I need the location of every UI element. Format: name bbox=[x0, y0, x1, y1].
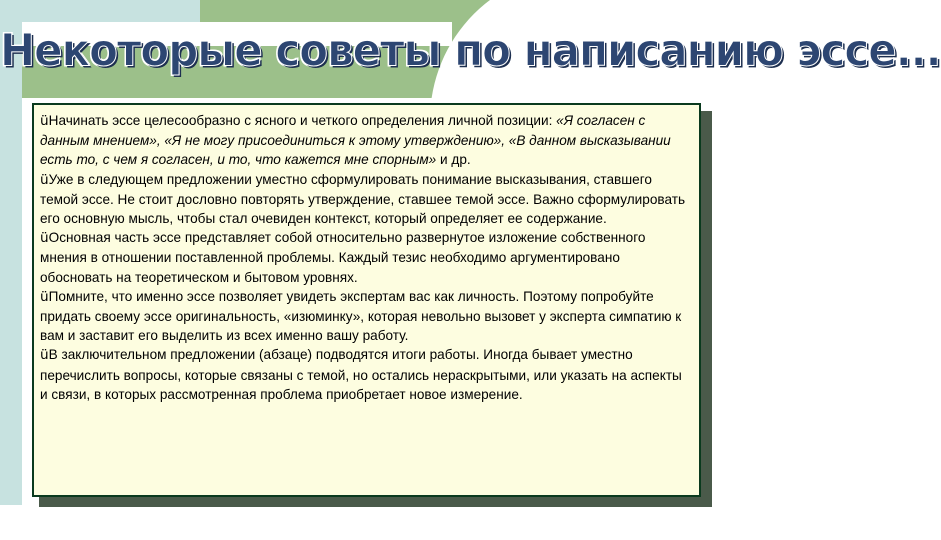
slide-title: Некоторые советы по написанию эссе... bbox=[0, 24, 941, 76]
paragraph-3-text: Основная часть эссе представляет собой относительно развернутое изложение собственного мнения в отношении поставленной проблемы. Каждый тезис необходимо аргументировано обосновать на теоретическом и бытовом уровнях. bbox=[40, 230, 646, 285]
paragraph-5 bbox=[40, 345, 693, 404]
paragraph-4 bbox=[40, 287, 693, 346]
check-mark-icon: ü bbox=[40, 230, 49, 247]
paragraph-1-lead: Начинать эссе целесообразно с ясного и четкого определения личной позиции: bbox=[48, 113, 557, 128]
paragraph-1 bbox=[40, 111, 693, 170]
content-box bbox=[32, 103, 701, 497]
check-mark-icon: ü bbox=[40, 113, 49, 129]
paragraph-1-tail: и др. bbox=[436, 152, 471, 168]
paragraph-2 bbox=[40, 170, 693, 229]
paragraph-4-text: Помните, что именно эссе позволяет увидеть экспертам вас как личность. Поэтому попробуйте придать своему эссе оригинальность, «изюминку», которая невольно вызовет у эксперта симпатию к вам и заставит его выделить из всех именно вашу работу. bbox=[40, 288, 682, 344]
top-accent-strip bbox=[0, 0, 200, 22]
paragraph-2-text: Уже в следующем предложении уместно сформулировать понимание высказывания, ставшего темой эссе. Не стоит дословно повторять утверждение, ставшее темой эссе. Важно сформулировать его основную мысль, чтобы стал очевиден контекст, который определяет ее содержание. bbox=[40, 171, 686, 227]
check-mark-icon: ü bbox=[40, 171, 49, 188]
check-mark-icon: ü bbox=[40, 288, 49, 305]
paragraph-5-text: В заключительном предложении (абзаце) подводятся итоги работы. Иногда бывает уместно перечислить вопросы, которые связаны с темой, но остались нераскрытыми, или указать на аспекты и связи, в которых рассмотренная проблема приобретает новое измерение. bbox=[40, 347, 682, 402]
check-mark-icon: ü bbox=[40, 347, 49, 364]
paragraph-3 bbox=[40, 228, 693, 287]
bottom-corner bbox=[0, 505, 22, 540]
paragraph-1-quotes: «Я согласен с данным мнением», «Я не могу присоединиться к этому утверждению», «В данном высказывании есть то, с чем я согласен, и то, что кажется мне спорным» bbox=[40, 113, 671, 168]
